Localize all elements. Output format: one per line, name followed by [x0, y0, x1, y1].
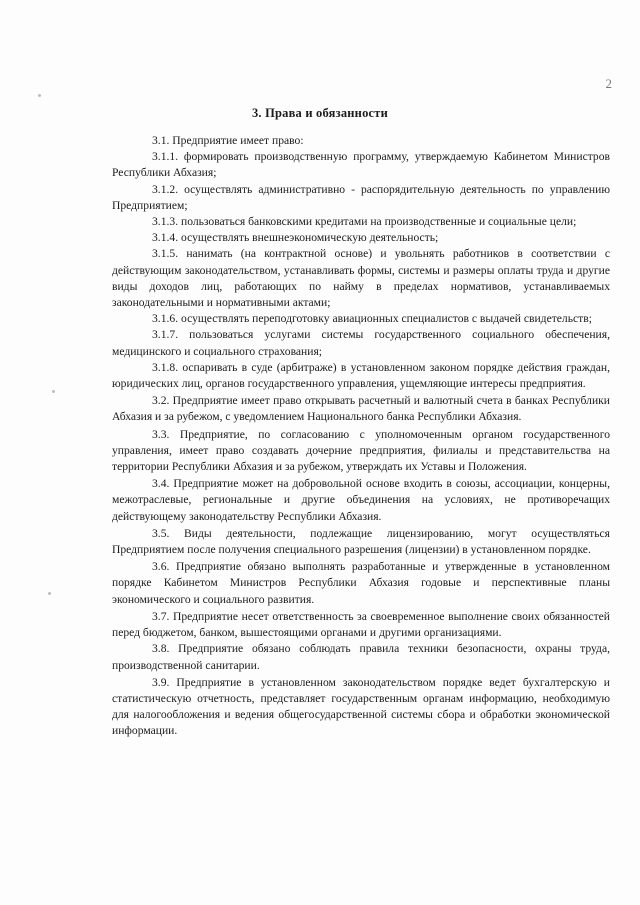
paragraph-3-1-5: 3.1.5. нанимать (на контрактной основе) и увольнять работников в соответствии с действующим законодательством, устанавливать формы, системы и размеры оплаты труда и другие виды доходов лиц, работающих по найму в пределах нормативов, устанавливаемых законодательными и нормативными актами; [112, 247, 610, 310]
paragraph-3-9: 3.9. Предприятие в установленном законодательством порядке ведет бухгалтерскую и статистическую отчетность, представляет государственным органам информацию, необходимую для налогообложения и ведения общегосударственной системы сбора и обработки экономической информации. [112, 675, 610, 738]
paragraph-3-1-7: 3.1.7. пользоваться услугами системы государственного социального обеспечения, медицинского и социального страхования; [112, 328, 610, 358]
paragraph-3-1-4: 3.1.4. осуществлять внешнеэкономическую деятельность; [152, 231, 439, 245]
paragraph-3-1-6: 3.1.6. осуществлять переподготовку авиационных специалистов с выдачей свидетельств; [152, 312, 592, 326]
paragraph-3-1-8: 3.1.8. оспаривать в суде (арбитраже) в установленном законом порядке действия граждан, юридических лиц, органов государственного управления, ущемляющие интересы предприятия. [112, 360, 610, 391]
paragraph-3-2: 3.2. Предприятие имеет право открывать расчетный и валютный счета в банках Республики Абхазия и за рубежом, с уведомлением Национального банка Республики Абхазия. [112, 394, 610, 424]
section-body [112, 133, 610, 740]
scan-speck [48, 592, 51, 595]
scan-speck [38, 94, 41, 97]
paragraph-3-1-1: 3.1.1. формировать производственную программу, утверждаемую Кабинетом Министров Республики Абхазия; [112, 150, 610, 180]
paragraph-3-5: 3.5. Виды деятельности, подлежащие лицензированию, могут осуществляться Предприятием после получения специального разрешения (лицензии) в установленном порядке. [112, 526, 610, 557]
page-number: 2 [605, 76, 612, 91]
paragraph-3-3: 3.3. Предприятие, по согласованию с уполномоченным органом государственного управления, имеет право создавать дочерние предприятия, филиалы и представительства на территории Республики Абхазия и за рубежом, утверждать их Уставы и Положения. [112, 427, 610, 474]
section-heading: 3. Права и обязанности [251, 106, 389, 120]
paragraph-3-1: 3.1. Предприятие имеет право: [152, 134, 304, 147]
paragraph-3-8: 3.8. Предприятие обязано соблюдать правила техники безопасности, охраны труда, производственной санитарии. [112, 642, 610, 672]
paragraph-3-1-2: 3.1.2. осуществлять административно - распорядительную деятельность по управлению Предприятием; [112, 182, 610, 212]
paragraph-3-6: 3.6. Предприятие обязано выполнять разработанные и утвержденные в установленном порядке Кабинетом Министров Республики Абхазия годовые и перспективные планы экономического и социального развития. [112, 560, 610, 606]
paragraph-3-1-3: 3.1.3. пользоваться банковскими кредитами на производственные и социальные цели; [152, 215, 577, 229]
paragraph-3-7: 3.7. Предприятие несет ответственность за своевременное выполнение своих обязанностей перед бюджетом, банком, вышестоящими органами и другими организациями. [112, 609, 610, 640]
scan-speck [52, 390, 55, 393]
paragraph-3-4: 3.4. Предприятие может на добровольной основе входить в союзы, ассоциации, концерны, межотраслевые, региональные и другие объединения на условиях, не противоречащих действующему законодательству Республики Абхазия. [112, 477, 610, 523]
